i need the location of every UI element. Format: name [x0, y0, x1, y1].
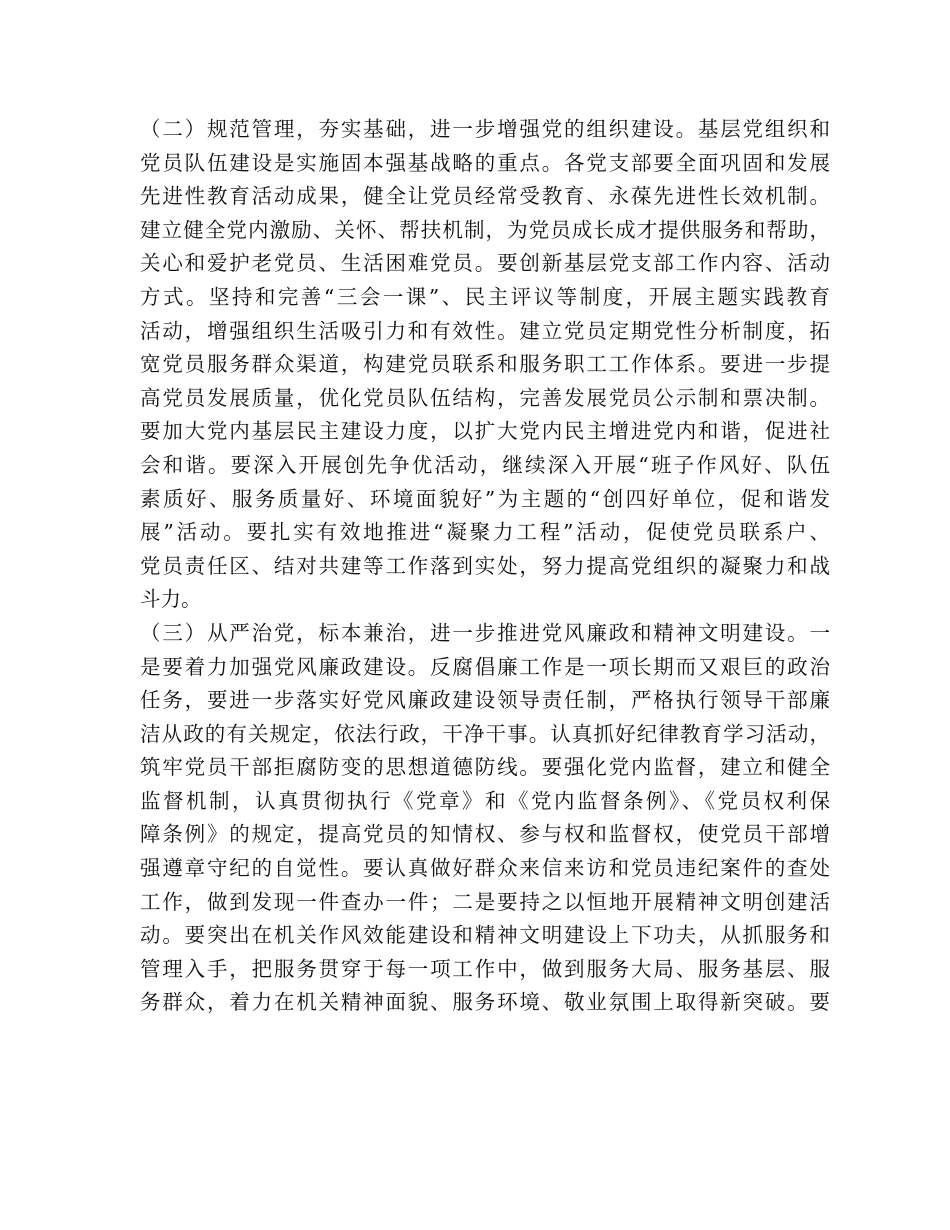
text-line: 工作，做到发现一件查办一件；二是要持之以恒地开展精神文明创建活: [140, 889, 830, 914]
text-line: 会和谐。要深入开展创先争优活动，继续深入开展“班子作风好、队伍: [140, 452, 830, 477]
text-line: 斗力。: [140, 587, 202, 612]
text-line: 素质好、服务质量好、环境面貌好”为主题的“创四好单位，促和谐发: [140, 486, 830, 511]
text-line: 高党员发展质量，优化党员队伍结构，完善发展党员公示制和票决制。: [140, 385, 830, 410]
text-line: 展”活动。要扎实有效地推进“凝聚力工程”活动，促使党员联系户、: [140, 520, 830, 545]
text-line: 筑牢党员干部拒腐防变的思想道德防线。要强化党内监督，建立和健全: [140, 755, 830, 780]
text-line: （二）规范管理，夯实基础，进一步增强党的组织建设。基层党组织和: [140, 117, 830, 141]
text-line: 党员队伍建设是实施固本强基战略的重点。各党支部要全面巩固和发展: [140, 150, 830, 175]
text-line: 先进性教育活动成果，健全让党员经常受教育、永葆先进性长效机制。: [140, 184, 830, 209]
text-line: 监督机制，认真贯彻执行《党章》和《党内监督条例》、《党员权利保: [140, 788, 830, 813]
text-line: 关心和爱护老党员、生活困难党员。要创新基层党支部工作内容、活动: [140, 251, 830, 276]
text-line: 洁从政的有关规定，依法行政，干净干事。认真抓好纪律教育学习活动，: [140, 721, 830, 746]
section-three-paragraph: [140, 617, 830, 1020]
text-line: 管理入手，把服务贯穿于每一项工作中，做到服务大局、服务基层、服: [140, 956, 830, 981]
document-body: [140, 113, 830, 1020]
text-line: 方式。坚持和完善“三会一课”、民主评议等制度，开展主题实践教育: [140, 284, 830, 309]
text-line: 强遵章守纪的自觉性。要认真做好群众来信来访和党员违纪案件的查处: [140, 856, 830, 881]
text-line: 活动，增强组织生活吸引力和有效性。建立党员定期党性分析制度，拓: [140, 318, 830, 343]
text-line: 务群众，着力在机关精神面貌、服务环境、敬业氛围上取得新突破。要: [140, 990, 830, 1015]
text-line: 建立健全党内激励、关怀、帮扶机制，为党员成长成才提供服务和帮助，: [140, 217, 830, 242]
text-line: 宽党员服务群众渠道，构建党员联系和服务职工工作体系。要进一步提: [140, 352, 830, 377]
text-line: 动。要突出在机关作风效能建设和精神文明建设上下功夫，从抓服务和: [140, 923, 830, 948]
text-line: 要加大党内基层民主建设力度，以扩大党内民主增进党内和谐，促进社: [140, 419, 830, 444]
text-line: 是要着力加强党风廉政建设。反腐倡廉工作是一项长期而又艰巨的政治: [140, 654, 830, 679]
section-two-paragraph: [140, 113, 830, 617]
text-line: 党员责任区、结对共建等工作落到实处，努力提高党组织的凝聚力和战: [140, 553, 830, 578]
text-line: 任务，要进一步落实好党风廉政建设领导责任制，严格执行领导干部廉: [140, 688, 830, 713]
text-line: （三）从严治党，标本兼治，进一步推进党风廉政和精神文明建设。一: [140, 620, 830, 645]
text-line: 障条例》的规定，提高党员的知情权、参与权和监督权，使党员干部增: [140, 822, 830, 847]
